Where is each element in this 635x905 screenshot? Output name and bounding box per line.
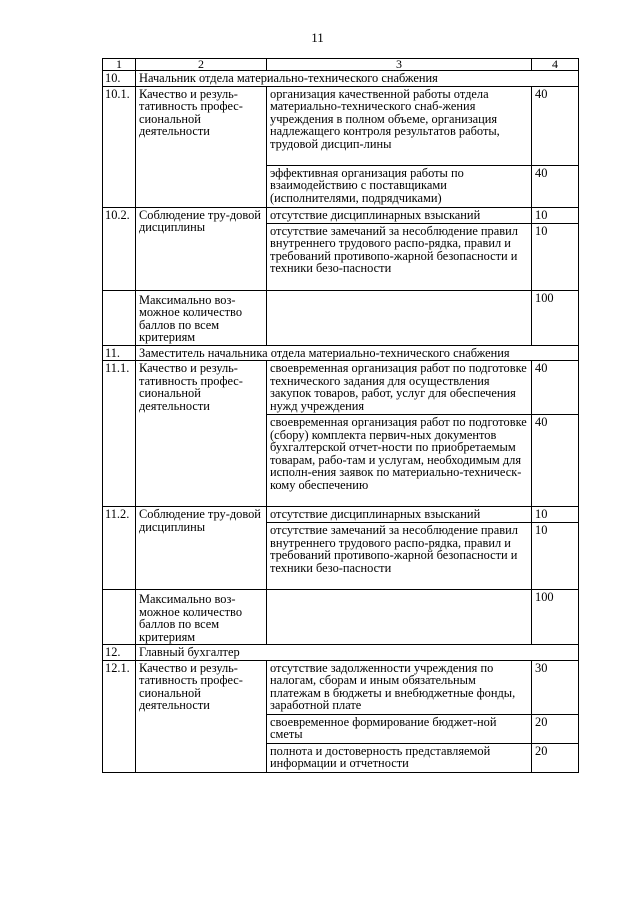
criterion-number: 11.2.	[103, 507, 136, 590]
section-title: Главный бухгалтер	[136, 645, 579, 661]
page-number: 11	[311, 30, 324, 45]
indicator-points: 40	[532, 415, 579, 507]
criterion-name: Соблюдение тру-довой дисциплины	[136, 507, 267, 590]
indicator-points: 40	[532, 165, 579, 207]
indicator-points: 30	[532, 660, 579, 714]
indicator-text: отсутствие задолженности учреждения по налогам, сборам и иным обязательным платежам в бюджеты и внебюджетные фонды, заработной плате	[267, 660, 532, 714]
section-number: 11.	[103, 345, 136, 361]
max-row	[103, 290, 579, 345]
max-points: 100	[532, 290, 579, 345]
empty-cell	[103, 590, 136, 645]
indicator-text: отсутствие дисциплинарных взысканий	[267, 507, 532, 523]
indicator-text: полнота и достоверность представляемой информации и отчетности	[267, 743, 532, 772]
indicator-text: отсутствие дисциплинарных взысканий	[267, 207, 532, 223]
section-number: 10.	[103, 71, 136, 87]
indicator-text: своевременная организация работ по подготовке (сбору) комплекта первич-ных документов бухгалтерской отчет-ности по приобретаемым товарам, рабо-там и услугам, необходимым для исполн-ения заявок по материально-техническ-кому обеспечению	[267, 415, 532, 507]
indicator-points: 10	[532, 223, 579, 290]
table-row	[103, 361, 579, 415]
indicator-points: 10	[532, 507, 579, 523]
empty-cell	[267, 590, 532, 645]
criterion-name: Качество и резуль-тативность профес-сиональной деятельности	[136, 361, 267, 507]
indicator-points: 10	[532, 523, 579, 590]
indicator-points: 40	[532, 361, 579, 415]
indicator-points: 10	[532, 207, 579, 223]
indicator-text: отсутствие замечаний за несоблюдение правил внутреннего трудового распо-рядка, правил и требований противопо-жарной безопасности и техники безо-пасности	[267, 523, 532, 590]
max-points: 100	[532, 590, 579, 645]
criterion-number: 10.2.	[103, 207, 136, 290]
max-row	[103, 590, 579, 645]
max-label: Максимально воз-можное количество баллов по всем критериям	[136, 590, 267, 645]
indicator-points: 20	[532, 714, 579, 743]
indicator-text: отсутствие замечаний за несоблюдение правил внутреннего трудового распо-рядка, правил и требований противопо-жарной безопасности и техники безо-пасности	[267, 223, 532, 290]
section-number: 12.	[103, 645, 136, 661]
criterion-name: Качество и резуль-тативность профес-сиональной деятельности	[136, 660, 267, 772]
indicator-text: своевременная организация работ по подготовке технического задания для осуществления закупок товаров, работ, услуг для обеспечения нужд учреждения	[267, 361, 532, 415]
criteria-table	[102, 58, 579, 773]
indicator-points: 20	[532, 743, 579, 772]
indicator-points: 40	[532, 86, 579, 165]
criterion-number: 11.1.	[103, 361, 136, 507]
criterion-name: Качество и резуль-тативность профес-сиональной деятельности	[136, 86, 267, 207]
indicator-text: своевременное формирование бюджет-ной сметы	[267, 714, 532, 743]
indicator-text: организация качественной работы отдела материально-технического снаб-жения учреждения в полном объеме, организация надлежащего контроля результатов работы, трудовой дисцип-лины	[267, 86, 532, 165]
table-row	[103, 207, 579, 223]
empty-cell	[267, 290, 532, 345]
criterion-name: Соблюдение тру-довой дисциплины	[136, 207, 267, 290]
column-header: 2	[136, 59, 267, 71]
column-header: 3	[267, 59, 532, 71]
column-header: 4	[532, 59, 579, 71]
criterion-number: 12.1.	[103, 660, 136, 772]
section-row	[103, 645, 579, 661]
empty-cell	[103, 290, 136, 345]
max-label: Максимально воз-можное количество баллов по всем критериям	[136, 290, 267, 345]
section-row	[103, 345, 579, 361]
section-row	[103, 71, 579, 87]
table-row	[103, 507, 579, 523]
table-row	[103, 86, 579, 165]
table-row	[103, 660, 579, 714]
indicator-text: эффективная организация работы по взаимодействию с поставщиками (исполнителями, подрядчиками)	[267, 165, 532, 207]
section-title: Начальник отдела материально-технического снабжения	[136, 71, 579, 87]
criterion-number: 10.1.	[103, 86, 136, 207]
column-header: 1	[103, 59, 136, 71]
table-header-row	[103, 59, 579, 71]
section-title: Заместитель начальника отдела материально-технического снабжения	[136, 345, 579, 361]
